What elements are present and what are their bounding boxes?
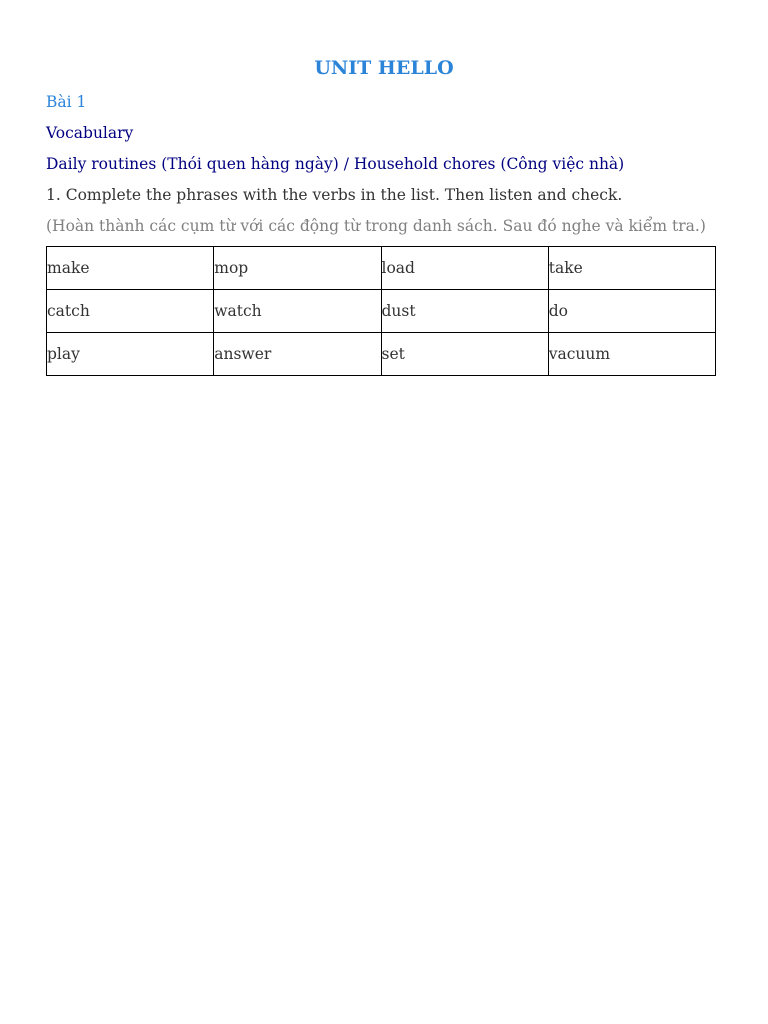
table-cell: vacuum (548, 333, 715, 376)
table-cell: take (548, 247, 715, 290)
table-cell: play (47, 333, 214, 376)
verb-table (46, 246, 716, 376)
table-cell: set (381, 333, 548, 376)
instruction-translation: (Hoàn thành các cụm từ với các động từ trong danh sách. Sau đó nghe và kiểm tra.) (46, 217, 706, 235)
table-cell: dust (381, 290, 548, 333)
table-row (47, 333, 716, 376)
table-cell: watch (214, 290, 381, 333)
lesson-label: Bài 1 (46, 93, 87, 111)
table-cell: load (381, 247, 548, 290)
section-heading: Vocabulary (46, 124, 134, 142)
unit-title: UNIT HELLO (314, 57, 454, 79)
table-cell: make (47, 247, 214, 290)
table-row (47, 247, 716, 290)
table-cell: mop (214, 247, 381, 290)
table-cell: answer (214, 333, 381, 376)
table-cell: do (548, 290, 715, 333)
table-cell: catch (47, 290, 214, 333)
topic-heading: Daily routines (Thói quen hàng ngày) / Household chores (Công việc nhà) (46, 155, 625, 173)
table-row (47, 290, 716, 333)
exercise-instruction: 1. Complete the phrases with the verbs in the list. Then listen and check. (46, 186, 623, 204)
